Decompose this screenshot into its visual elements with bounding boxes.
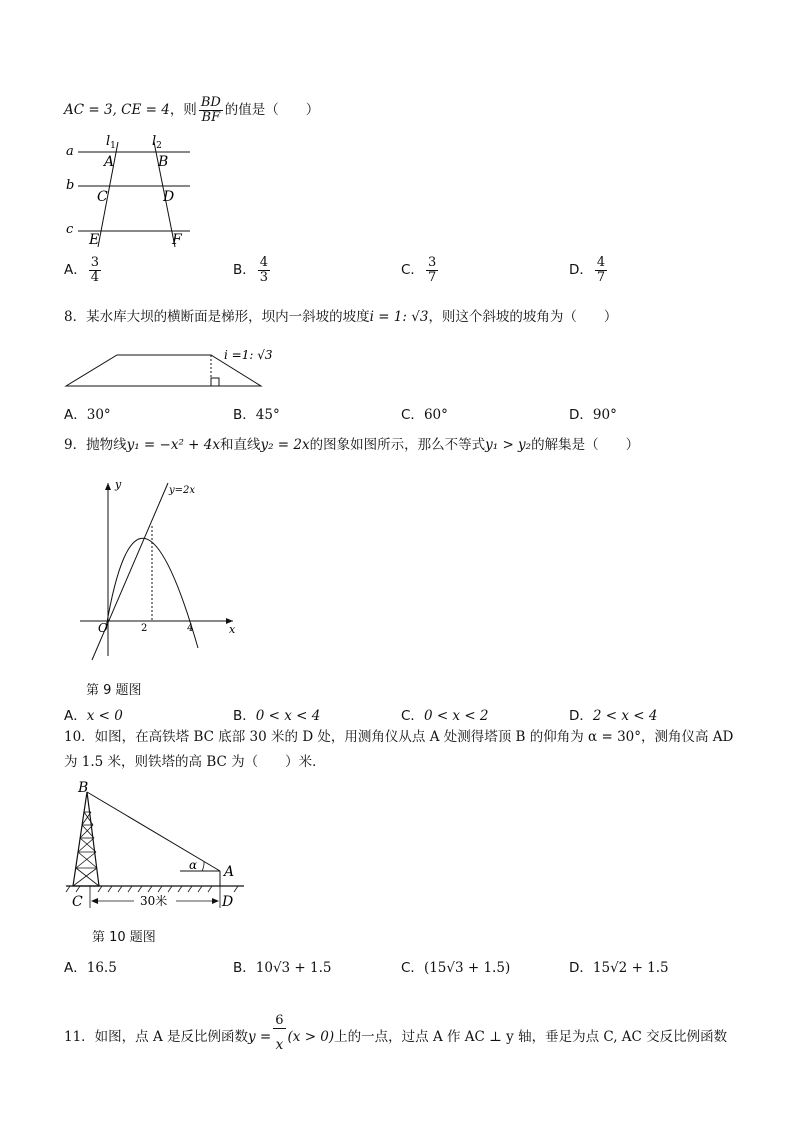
q9-option-d[interactable]: D．2 < x < 4 xyxy=(569,708,658,724)
q10-option-a[interactable]: A．16.5 xyxy=(64,960,117,976)
q9-option-c[interactable]: C．0 < x < 2 xyxy=(401,708,489,724)
q10-distance: 30米 xyxy=(140,894,168,908)
q7-then: ，则 xyxy=(169,102,197,118)
q8-option-d[interactable]: D．90° xyxy=(569,407,617,423)
q10-caption: 第 10 题图 xyxy=(92,930,156,945)
q7-option-c[interactable]: C． $\frac{3}{7}$ xyxy=(401,255,437,285)
q7-option-a[interactable]: A． $\frac{3}{4}$ xyxy=(64,255,100,285)
q9-line-label: y=2x xyxy=(169,485,196,496)
q7-point-C: C xyxy=(97,189,108,205)
q10-stem-line1: 10．如图，在高铁塔 BC 底部 30 米的 D 处，用测角仪从点 A 处测得塔顶 B 的仰角为 α = 30°，测角仪高 AD xyxy=(64,729,734,745)
q7-option-d[interactable]: D． $\frac{4}{7}$ xyxy=(569,255,606,285)
q11-fn-cond: (x > 0) xyxy=(287,1029,335,1045)
q9-x-label: x xyxy=(229,623,236,636)
q10-point-C: C xyxy=(72,894,83,910)
q7-point-D: D xyxy=(163,189,175,205)
q10-point-B: B xyxy=(78,780,89,796)
q11-fn-lhs: y = xyxy=(248,1029,272,1045)
q10-stem-line2: 为 1.5 米，则铁塔的高 BC 为（ ）米． xyxy=(64,754,326,770)
q7-frac-den: BF xyxy=(201,110,221,125)
q9-tick-2: 2 xyxy=(141,623,148,634)
q8-option-a[interactable]: A．30° xyxy=(64,407,111,423)
q7-figure xyxy=(64,135,204,250)
q7-frac-num: BD xyxy=(200,95,221,110)
q7-label-l2: $l_2$ xyxy=(152,134,162,151)
q7-given: AC = 3, CE = 4 xyxy=(64,102,170,118)
q10-tower-figure xyxy=(62,780,252,915)
q7-point-B: B xyxy=(158,154,169,170)
q9-option-b[interactable]: B．0 < x < 4 xyxy=(233,708,321,724)
q8-option-c[interactable]: C．60° xyxy=(401,407,448,423)
q11-stem: 11．如图，点 A 是反比例函数y = $\frac{6}{x} (x > 0)$上的一点，过点 A 作 AC ⊥ y 轴，垂足为点 C, AC 交反比例函数 xyxy=(64,1014,727,1061)
q9-eq2: y₂ = 2x xyxy=(260,437,310,453)
q7-option-b[interactable]: B． $\frac{4}{3}$ xyxy=(233,255,269,285)
q7-point-E: E xyxy=(89,232,100,248)
q10-option-c[interactable]: C．(15√3 + 1.5) xyxy=(401,960,511,976)
q8-dam-figure xyxy=(64,345,274,395)
q9-y-label: y xyxy=(115,478,122,491)
q9-stem: 9．抛物线y₁ = −x² + 4x和直线y₂ = 2x的图象如图所示，那么不等式y₁ > y₂的解集是（ ） xyxy=(64,437,640,453)
q10-option-b[interactable]: B．10√3 + 1.5 xyxy=(233,960,332,976)
q8-option-b[interactable]: B．45° xyxy=(233,407,280,423)
q7-question: 的值是（ ） xyxy=(224,102,320,118)
q10-point-A: A xyxy=(224,864,235,880)
q7-label-b: b xyxy=(66,178,75,193)
q7-label-c: c xyxy=(66,222,74,237)
q11-fn-fraction: $\frac{6}{x}$ xyxy=(275,1013,284,1053)
q9-origin-label: O xyxy=(98,621,108,635)
q8-ratio: i = 1: √3 xyxy=(369,309,429,325)
q10-point-D: D xyxy=(222,894,234,910)
q7-point-A: A xyxy=(104,154,115,170)
q7-label-a: a xyxy=(66,144,74,159)
q7-stem xyxy=(64,96,319,125)
q10-alpha: α xyxy=(189,858,198,872)
q10-option-d[interactable]: D．15√2 + 1.5 xyxy=(569,960,669,976)
q7-fraction xyxy=(199,96,223,125)
q7-label-l1: $l_1$ xyxy=(106,134,116,151)
q9-graph xyxy=(78,478,248,663)
q9-inequality: y₁ > y₂ xyxy=(485,437,532,453)
q9-tick-4: 4 xyxy=(187,623,194,634)
q8-stem: 8．某水库大坝的横断面是梯形，坝内一斜坡的坡度i = 1: √3，则这个斜坡的坡角为（ ） xyxy=(64,309,618,325)
q8-slope-label: i =1: √3 xyxy=(224,348,273,362)
q9-eq1: y₁ = −x² + 4x xyxy=(126,437,220,453)
q7-point-F: F xyxy=(172,232,182,248)
q9-option-a[interactable]: A．x < 0 xyxy=(64,708,123,724)
q9-caption: 第 9 题图 xyxy=(86,683,142,698)
